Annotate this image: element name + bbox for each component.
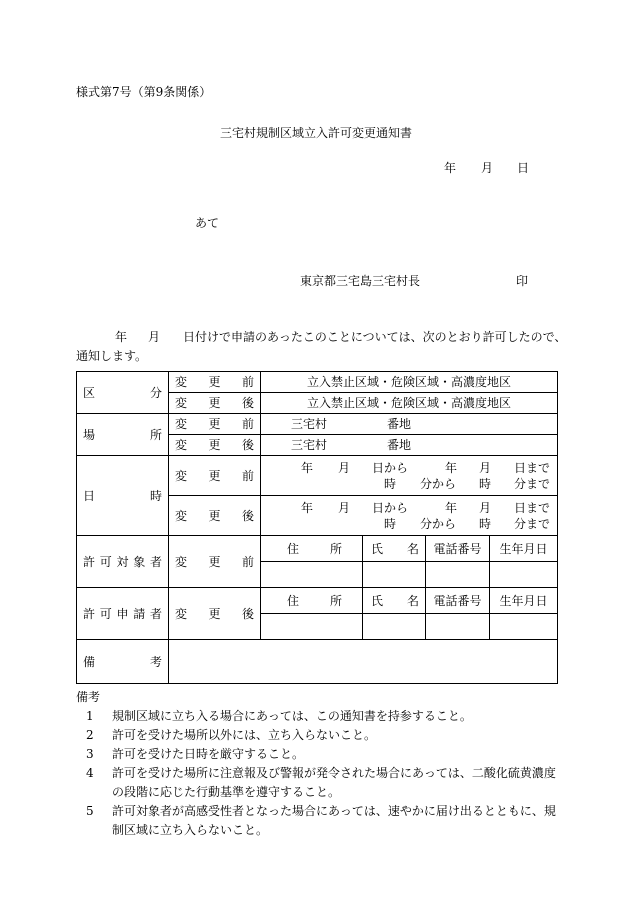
note-item: 4 許可を受けた場所に注意報及び警報が発令された場合にあっては、二酸化硫黄濃度の段階に応じた行動基準を遵守すること。 xyxy=(86,766,556,799)
note-item: 2 許可を受けた場所以外には、立ち入らないこと。 xyxy=(86,728,377,742)
notes-heading: 備考 xyxy=(76,690,101,704)
place-after: 三宅村 番地 xyxy=(261,435,558,456)
applicant-name-field[interactable] xyxy=(363,614,426,640)
col-address: 住 所 xyxy=(261,536,363,562)
document-title: 三宅村規制区域立入許可変更通知書 xyxy=(220,126,413,140)
note-item: 5 許可対象者が高感受性者となった場合にあっては、速やかに届け出るとともに、規制区域に立ち入らないこと。 xyxy=(86,804,556,837)
remarks-field[interactable] xyxy=(169,640,558,684)
issuer-name: 東京都三宅島三宅村長 xyxy=(300,274,421,288)
permit-table xyxy=(76,371,558,684)
label-after: 変 更 後 xyxy=(169,393,261,414)
intro-month: 月 xyxy=(148,330,161,344)
col-name: 氏 名 xyxy=(363,588,426,614)
area-after: 立入禁止区域・危険区域・高濃度地区 xyxy=(261,393,558,414)
place-before: 三宅村 番地 xyxy=(261,414,558,435)
label-after: 変 更 後 xyxy=(169,435,261,456)
intro-year: 年 xyxy=(115,330,128,344)
date-month: 月 xyxy=(481,161,494,175)
date-day: 日 xyxy=(517,161,530,175)
addressee-suffix: あて xyxy=(195,216,220,230)
datetime-before: 年 月 日から 年 月 日まで 時 分から 時 分まで xyxy=(261,456,558,496)
label-basho: 場 所 xyxy=(77,414,169,456)
label-after: 変 更 後 xyxy=(169,588,261,640)
label-nichiji: 日 時 xyxy=(77,456,169,536)
label-before: 変 更 前 xyxy=(169,414,261,435)
form-number: 様式第7号（第9条関係） xyxy=(76,85,212,99)
applicant-address-field[interactable] xyxy=(261,614,363,640)
col-phone: 電話番号 xyxy=(426,536,490,562)
area-before: 立入禁止区域・危険区域・高濃度地区 xyxy=(261,372,558,393)
intro-text-line2: 通知します。 xyxy=(76,349,148,363)
notes-section xyxy=(76,688,560,840)
col-phone: 電話番号 xyxy=(426,588,490,614)
target-address-field[interactable] xyxy=(261,562,363,588)
target-birthdate-field[interactable] xyxy=(490,562,558,588)
date-year: 年 xyxy=(444,161,457,175)
target-name-field[interactable] xyxy=(363,562,426,588)
col-birthdate: 生年月日 xyxy=(490,536,558,562)
datetime-after: 年 月 日から 年 月 日まで 時 分から 時 分まで xyxy=(261,496,558,536)
label-permit-applicant: 許 可 申 請 者 xyxy=(77,588,169,640)
seal-mark: 印 xyxy=(516,274,529,288)
label-after: 変 更 後 xyxy=(169,496,261,536)
label-kubun: 区 分 xyxy=(77,372,169,414)
applicant-birthdate-field[interactable] xyxy=(490,614,558,640)
col-birthdate: 生年月日 xyxy=(490,588,558,614)
col-name: 氏 名 xyxy=(363,536,426,562)
target-phone-field[interactable] xyxy=(426,562,490,588)
note-item: 1 規制区域に立ち入る場合にあっては、この通知書を持参すること。 xyxy=(86,709,472,723)
applicant-phone-field[interactable] xyxy=(426,614,490,640)
label-before: 変 更 前 xyxy=(169,536,261,588)
note-item: 3 許可を受けた日時を厳守すること。 xyxy=(86,747,305,761)
intro-text-line1: 日付けで申請のあったこのことについては、次のとおり許可したので、 xyxy=(183,330,567,344)
label-permit-target: 許 可 対 象 者 xyxy=(77,536,169,588)
label-remarks: 備 考 xyxy=(77,640,169,684)
col-address: 住 所 xyxy=(261,588,363,614)
label-before: 変 更 前 xyxy=(169,456,261,496)
label-before: 変 更 前 xyxy=(169,372,261,393)
